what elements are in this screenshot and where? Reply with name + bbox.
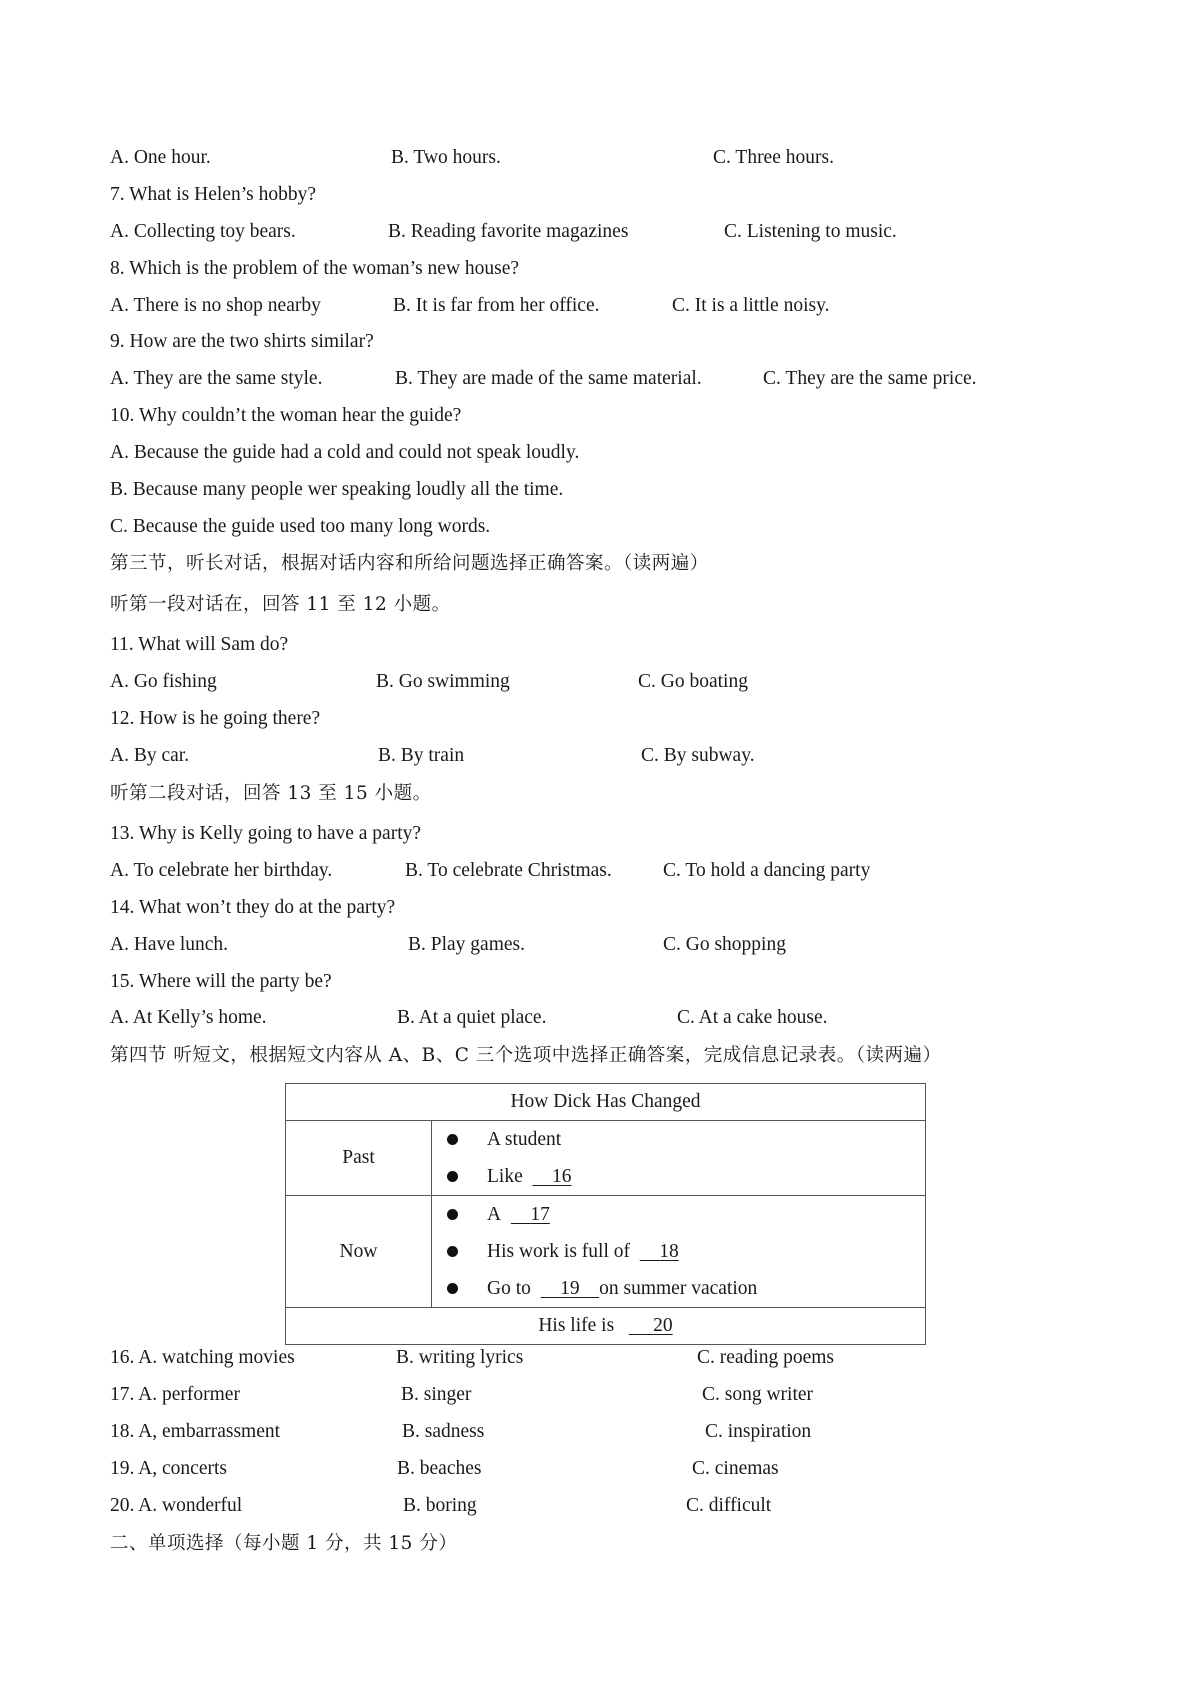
list-item (444, 1158, 925, 1195)
q12-option-c: C. By subway. (641, 745, 755, 766)
table-row-past (286, 1121, 926, 1196)
question-13: 13. Why is Kelly going to have a party? (110, 823, 422, 844)
q7-option-b: B. Reading favorite magazines (388, 221, 629, 242)
answer-blank-17[interactable]: 17 (530, 1203, 550, 1225)
q20-option-a: 20. A. wonderful (110, 1495, 243, 1516)
answer-blank-20[interactable]: 20 (653, 1315, 673, 1336)
q9-option-a: A. They are the same style. (110, 368, 323, 389)
q20-option-c: C. difficult (686, 1495, 772, 1516)
q13-option-c: C. To hold a dancing party (663, 860, 871, 881)
q11-option-a: A. Go fishing (110, 671, 217, 692)
q11-option-b: B. Go swimming (376, 671, 510, 692)
q7-option-a: A. Collecting toy bears. (110, 221, 296, 242)
bullet-icon (447, 1246, 458, 1257)
q10-option-c: C. Because the guide used too many long words. (110, 516, 491, 537)
q14-option-c: C. Go shopping (663, 934, 786, 955)
table-title: How Dick Has Changed (286, 1084, 926, 1121)
q9-option-c: C. They are the same price. (763, 368, 977, 389)
section-4-heading: 第四节 听短文，根据短文内容从 A、B、C 三个选项中选择正确答案，完成信息记录表。（读两遍） (110, 1045, 942, 1066)
row-label-now: Now (286, 1196, 432, 1308)
q10-option-a: A. Because the guide had a cold and could not speak loudly. (110, 442, 580, 463)
footer-text: His life is (538, 1315, 620, 1336)
answer-blank-18[interactable]: 18 (659, 1240, 679, 1262)
q19-option-a: 19. A, concerts (110, 1458, 227, 1479)
past-item-text: A student (487, 1128, 562, 1150)
q18-option-c: C. inspiration (705, 1421, 812, 1442)
q16-option-c: C. reading poems (697, 1347, 835, 1368)
question-15: 15. Where will the party be? (110, 971, 332, 992)
list-item (444, 1233, 925, 1270)
q13-option-a: A. To celebrate her birthday. (110, 860, 333, 881)
past-items (432, 1121, 926, 1196)
q17-option-a: 17. A. performer (110, 1384, 240, 1405)
q20-option-b: B. boring (403, 1495, 477, 1516)
section-3-heading: 第三节，听长对话，根据对话内容和所给问题选择正确答案。（读两遍） (110, 553, 709, 574)
q15-option-c: C. At a cake house. (677, 1007, 828, 1028)
q8-option-c: C. It is a little noisy. (672, 295, 830, 316)
question-11: 11. What will Sam do? (110, 634, 289, 655)
bullet-icon (447, 1134, 458, 1145)
q17-option-c: C. song writer (702, 1384, 814, 1405)
question-14: 14. What won’t they do at the party? (110, 897, 396, 918)
q14-option-a: A. Have lunch. (110, 934, 229, 955)
q14-option-b: B. Play games. (408, 934, 525, 955)
q18-option-b: B. sadness (402, 1421, 485, 1442)
q6-option-b: B. Two hours. (391, 147, 501, 168)
q11-option-c: C. Go boating (638, 671, 748, 692)
q6-option-c: C. Three hours. (713, 147, 834, 168)
q19-option-b: B. beaches (397, 1458, 482, 1479)
now-item-text: A (487, 1203, 502, 1225)
now-item-text: His work is full of (487, 1240, 630, 1262)
now-items (432, 1196, 926, 1308)
q8-option-a: A. There is no shop nearby (110, 295, 321, 316)
bullet-icon (447, 1171, 458, 1182)
question-9: 9. How are the two shirts similar? (110, 331, 374, 352)
q6-option-a: A. One hour. (110, 147, 211, 168)
dialog-1-instruction: 听第一段对话在，回答 11 至 12 小题。 (110, 594, 451, 615)
q16-option-b: B. writing lyrics (396, 1347, 524, 1368)
row-label-past: Past (286, 1121, 432, 1196)
q13-option-b: B. To celebrate Christmas. (405, 860, 612, 881)
list-item (444, 1196, 925, 1233)
q12-option-b: B. By train (378, 745, 465, 766)
answer-blank-19[interactable]: 19 (560, 1277, 580, 1299)
dialog-2-instruction: 听第二段对话，回答 13 至 15 小题。 (110, 783, 432, 804)
q15-option-a: A. At Kelly’s home. (110, 1007, 267, 1028)
list-item (444, 1121, 925, 1158)
q17-option-b: B. singer (401, 1384, 472, 1405)
now-item-text: Go to (487, 1277, 531, 1299)
q15-option-b: B. At a quiet place. (397, 1007, 547, 1028)
q16-option-a: 16. A. watching movies (110, 1347, 295, 1368)
bullet-icon (447, 1283, 458, 1294)
q9-option-b: B. They are made of the same material. (395, 368, 702, 389)
q18-option-a: 18. A, embarrassment (110, 1421, 281, 1442)
now-item-suffix: on summer vacation (599, 1277, 758, 1299)
question-12: 12. How is he going there? (110, 708, 321, 729)
info-record-table (285, 1083, 926, 1345)
q10-option-b: B. Because many people wer speaking loudly all the time. (110, 479, 564, 500)
question-8: 8. Which is the problem of the woman’s new house? (110, 258, 520, 279)
answer-blank-16[interactable]: 16 (551, 1165, 572, 1187)
q8-option-b: B. It is far from her office. (393, 295, 600, 316)
q19-option-c: C. cinemas (692, 1458, 779, 1479)
bullet-icon (447, 1209, 458, 1220)
q7-option-c: C. Listening to music. (724, 221, 897, 242)
list-item (444, 1270, 925, 1307)
q12-option-a: A. By car. (110, 745, 190, 766)
table-footer (286, 1308, 926, 1345)
table-row-now (286, 1196, 926, 1308)
part-2-heading: 二、单项选择（每小题 1 分，共 15 分） (110, 1533, 458, 1554)
question-7: 7. What is Helen’s hobby? (110, 184, 316, 205)
past-item-text: Like (487, 1165, 523, 1187)
question-10: 10. Why couldn’t the woman hear the guide? (110, 405, 462, 426)
